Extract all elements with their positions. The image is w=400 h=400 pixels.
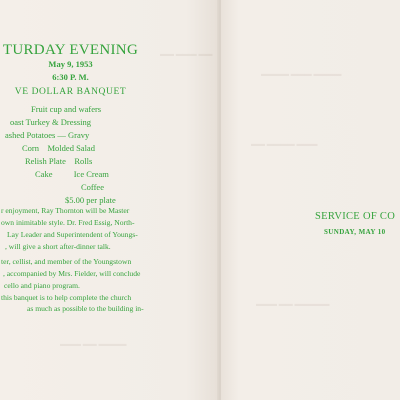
paragraph-line: , accompanied by Mrs. Fielder, will conclude (3, 269, 141, 278)
paragraph-line: ter, cellist, and member of the Youngstown (1, 257, 132, 266)
paragraph-line: cello and piano program. (4, 281, 80, 290)
menu-item: Coffee (81, 182, 104, 192)
paragraph-line: this banquet is to help complete the church (1, 293, 132, 302)
paragraph-line: own inimitable style. Dr. Fred Essig, North- (1, 218, 135, 227)
service-title: SERVICE OF CO (315, 211, 396, 222)
menu-price: $5.00 per plate (65, 195, 116, 205)
bleed-through-texture: ▬▬▬▬ ▬▬▬ ▬▬▬▬ (261, 70, 342, 78)
event-time: 6:30 P. M. (52, 72, 89, 82)
menu-item: Cake Ice Cream (35, 169, 109, 179)
bleed-through-texture: ▬▬▬ ▬▬ ▬▬▬▬ (60, 340, 127, 348)
bleed-through-texture: ▬▬▬ ▬▬ ▬▬▬▬▬ (256, 300, 330, 308)
right-page (221, 0, 400, 400)
paragraph-line: , will give a short after-dinner talk. (5, 242, 111, 251)
event-date: May 9, 1953 (48, 59, 93, 69)
menu-item: Fruit cup and wafers (31, 104, 102, 114)
bleed-through-texture: ▬▬ ▬▬▬▬ ▬▬▬ (251, 140, 318, 148)
banquet-title: VE DOLLAR BANQUET (14, 87, 127, 97)
evening-heading: TURDAY EVENING (2, 42, 139, 58)
paragraph-line: as much as possible to the building in- (27, 304, 144, 313)
menu-item: Corn Molded Salad (22, 143, 95, 153)
menu-item: oast Turkey & Dressing (10, 117, 91, 127)
menu-item: ashed Potatoes — Gravy (5, 130, 90, 140)
service-date: SUNDAY, MAY 10 (324, 228, 386, 236)
bleed-through-texture: ▬▬ ▬▬▬ ▬▬ (160, 50, 213, 58)
paragraph-line: Lay Leader and Superintendent of Youngs- (7, 230, 138, 239)
menu-item: Relish Plate Rolls (25, 156, 93, 166)
paragraph-line: r enjoyment, Ray Thornton will be Master (1, 206, 130, 215)
